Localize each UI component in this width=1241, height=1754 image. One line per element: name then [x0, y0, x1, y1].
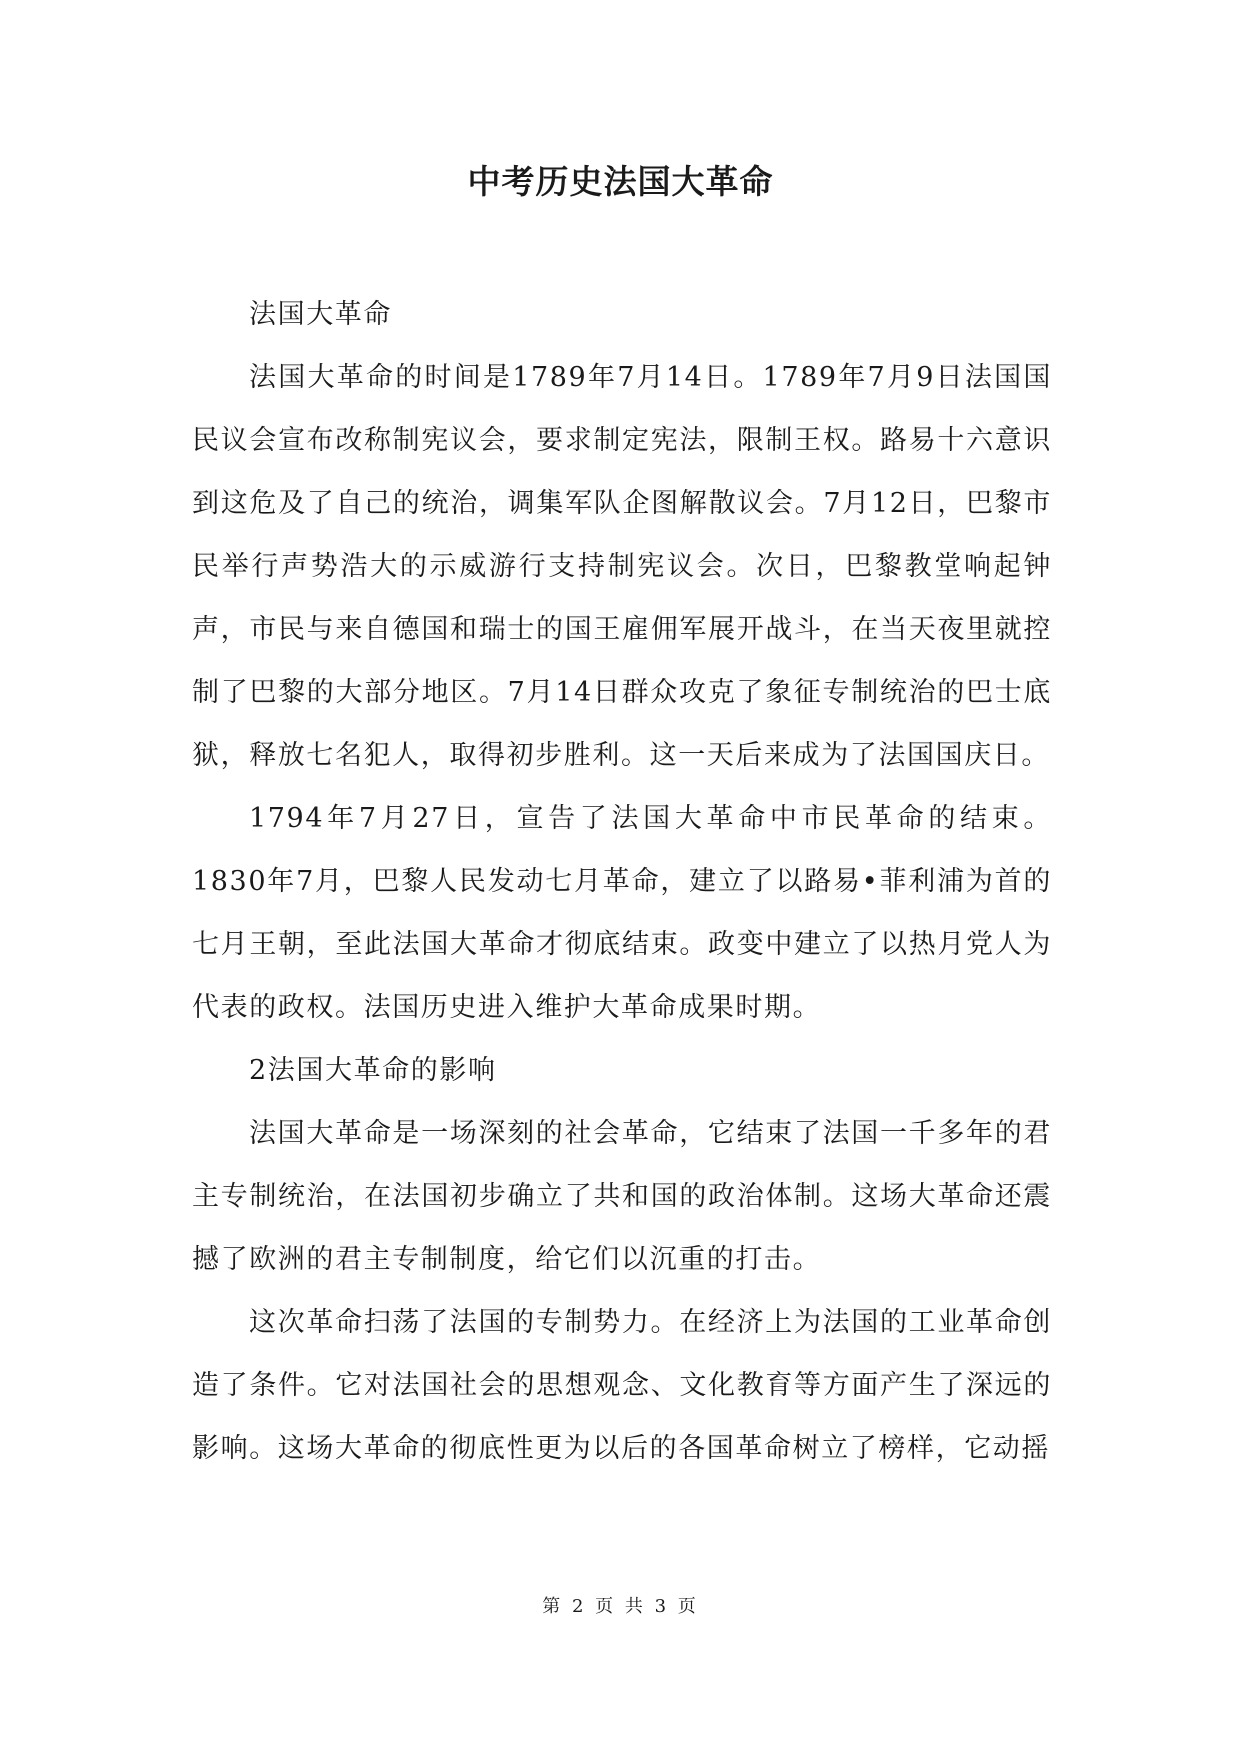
paragraph: 1794年7月27日，宣告了法国大革命中市民革命的结束。1830年7月，巴黎人民发动七月革命，建立了以路易•菲利浦为首的七月王朝，至此法国大革命才彻底结束。政变中建立了以热月党人为代表的政权。法国历史进入维护大革命成果时期。 [192, 803, 1052, 1023]
paragraph: 这次革命扫荡了法国的专制势力。在经济上为法国的工业革命创造了条件。它对法国社会的思想观念、文化教育等方面产生了深远的影响。这场大革命的彻底性更为以后的各国革命树立了榜样，它动摇 [192, 1307, 1052, 1464]
document-body [192, 283, 1052, 1480]
section-heading: 法国大革命 [249, 299, 392, 330]
page-number-footer: 第 2 页 共 3 页 [542, 1596, 699, 1617]
paragraph: 法国大革命的时间是1789年7月14日。1789年7月9日法国国民议会宣布改称制宪议会，要求制定宪法，限制王权。路易十六意识到这危及了自己的统治，调集军队企图解散议会。7月12日，巴黎市民举行声势浩大的示威游行支持制宪议会。次日，巴黎教堂响起钟声，市民与来自德国和瑞士的国王雇佣军展开战斗，在当天夜里就控制了巴黎的大部分地区。7月14日群众攻克了象征专制统治的巴士底狱，释放七名犯人，取得初步胜利。这一天后来成为了法国国庆日。 [192, 362, 1052, 771]
page-title: 中考历史法国大革命 [467, 162, 774, 201]
paragraph: 法国大革命是一场深刻的社会革命，它结束了法国一千多年的君主专制统治，在法国初步确立了共和国的政治体制。这场大革命还震撼了欧洲的君主专制制度，给它们以沉重的打击。 [192, 1118, 1052, 1275]
section-heading: 2法国大革命的影响 [249, 1055, 497, 1086]
